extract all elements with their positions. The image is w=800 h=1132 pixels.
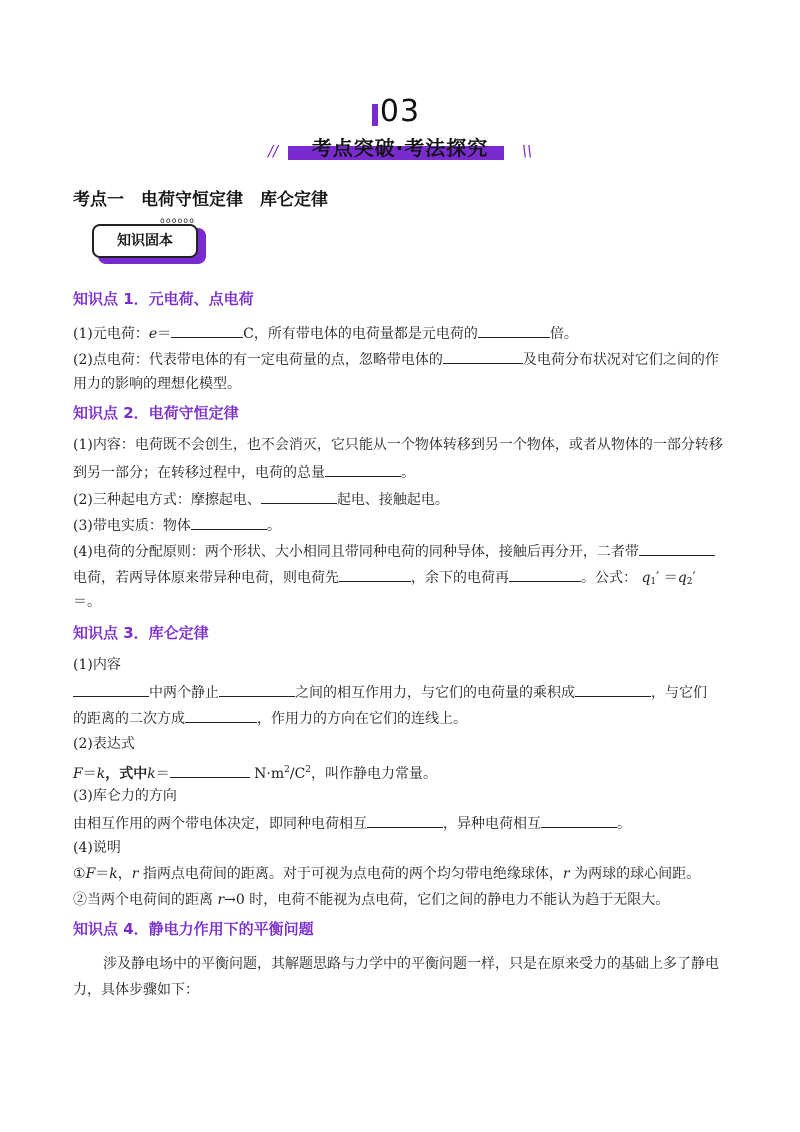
kp2-line-2: 到另一部分；在转移过程中，电荷的总量 。: [73, 462, 415, 482]
kp1-line-2: (2)点电荷：代表带电体的有一定电荷量的点，忽略带电体的 及电荷分布状况对它们之间的作: [73, 349, 719, 369]
slash-decoration-right: \\: [521, 142, 532, 160]
kp4-line-1: 涉及静电场中的平衡问题，其解题思路与力学中的平衡问题一样，只是在原来受力的基础上多了静电: [103, 956, 719, 972]
kp2-title: 知识点 2．电荷守恒定律: [73, 404, 239, 422]
kp3-line-6: (3)库仑力的方向: [73, 788, 177, 804]
kp3-line-8: (4)说明: [73, 840, 121, 856]
chapter-header: [0, 92, 800, 172]
kp3-line-9: ①F＝k，r 指两点电荷间的距离。对于可视为点电荷的两个均匀带电绝缘球体，r 为两球的球心间距。: [73, 866, 701, 882]
kp2-line-3: (2)三种起电方式：摩擦起电、 起电、接触起电。: [73, 489, 449, 509]
kp3-line-4: (2)表达式: [73, 736, 135, 752]
kp2-line-5: (4)电荷的分配原则：两个形状、大小相同且带同种电荷的同种导体，接触后再分开，二者带: [73, 541, 715, 561]
badge-label: 知识固本: [92, 224, 198, 258]
kp3-line-2: 中两个静止 之间的相互作用力，与它们的电荷量的乘积成 ，与它们: [73, 682, 707, 702]
kp1-title: 知识点 1．元电荷、点电荷: [73, 290, 254, 308]
chapter-number: 03: [379, 94, 421, 129]
kp3-line-7: 由相互作用的两个带电体决定，即同种电荷相互 ，异种电荷相互 。: [73, 813, 631, 833]
kp2-line-7: ＝。: [73, 594, 101, 610]
chapter-title-banner: [268, 132, 532, 162]
kp3-line-3: 的距离的二次方成 ，作用力的方向在它们的连线上。: [73, 708, 467, 728]
chapter-title: 考点突破·考法探究: [311, 136, 489, 160]
kp2-line-6: 电荷，若两导体原来带异种电荷，则电荷先 ，余下的电荷再 。公式： $q_1' =q_2'$: [73, 567, 696, 591]
kp1-line-1: (1)元电荷：e＝ C，所有带电体的电荷量都是元电荷的 倍。: [73, 323, 578, 343]
binder-rings-icon: oooooo: [160, 216, 195, 225]
knowledge-badge: [92, 216, 208, 268]
kp3-line-5: F＝k，式中$k= N\cdot m^2/C^2$，叫作静电力常量。: [73, 765, 438, 782]
kp1-line-3: 用力的影响的理想化模型。: [73, 376, 241, 392]
kp2-line-4: (3)带电实质：物体 。: [73, 515, 281, 535]
kp2-line-1: (1)内容：电荷既不会创生，也不会消灭，它只能从一个物体转移到另一个物体，或者从物体的一部分转移: [73, 437, 723, 453]
kp4-line-2: 力，具体步骤如下：: [73, 982, 199, 998]
kp3-line-1: (1)内容: [73, 657, 121, 673]
slash-decoration-left: //: [268, 142, 279, 160]
kp3-line-10: ②当两个电荷间的距离 r→0 时，电荷不能视为点电荷，它们之间的静电力不能认为趋于无限大。: [73, 892, 670, 908]
section-title: 考点一 电荷守恒定律 库仑定律: [73, 190, 328, 210]
kp4-title: 知识点 4．静电力作用下的平衡问题: [73, 920, 314, 938]
kp3-title: 知识点 3．库仑定律: [73, 624, 209, 642]
